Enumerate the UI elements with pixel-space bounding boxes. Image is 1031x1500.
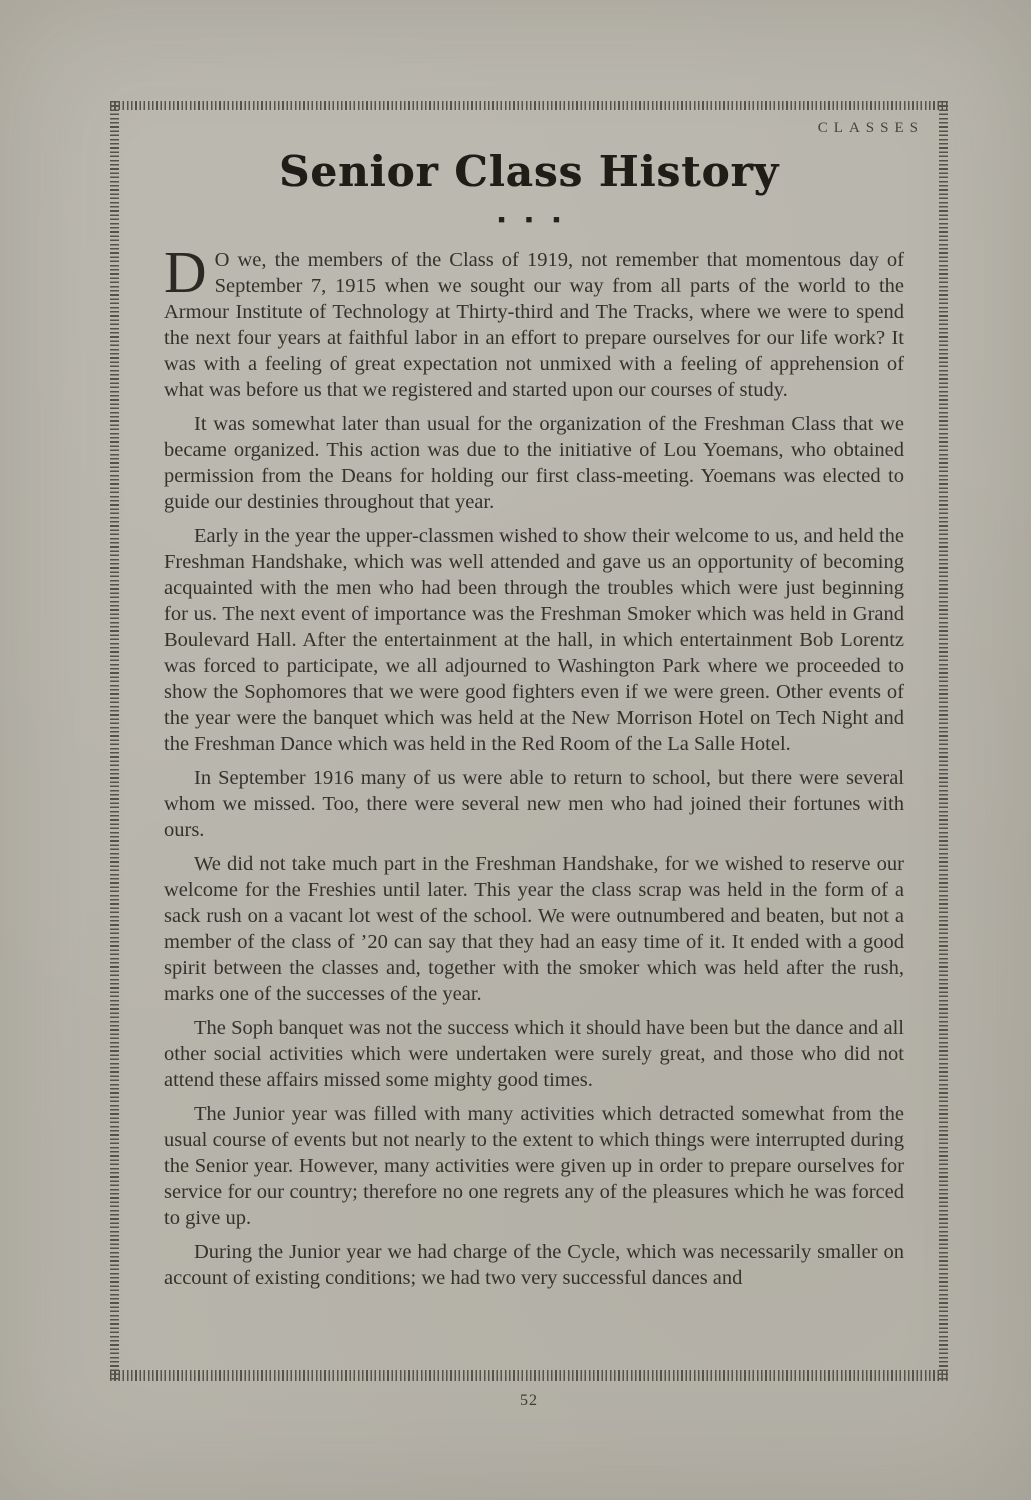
frame-border-top xyxy=(110,101,948,110)
drop-cap: D xyxy=(164,239,207,305)
paragraph-3: Early in the year the upper-classmen wished to show their welcome to us, and held the Freshman Handshake, which was well attended and gave us an opportunity of becoming acquainted with the men who had been through the troubles which were just beginning for us. The next event of importance was the Freshman Smoker which was held in Grand Boulevard Hall. After the entertainment at the hall, in which entertainment Bob Lorentz was forced to participate, we all adjourned to Washington Park where we proceeded to show the Sophomores that we were good fighters even if we were green. Other events of the year were the banquet which was held at the New Morrison Hotel on Tech Night and the Freshman Dance which was held in the Red Room of the La Salle Hotel. xyxy=(164,525,904,755)
paragraph-1-text: O we, the members of the Class of 1919, not remember that momentous day of September 7, 1915 when we sought our way from all parts of the world to the Armour Institute of Technology at Thirty-third and The Tracks, where we were to spend the next four years at faithful labor in an effort to prepare ourselves for our life work? It was with a feeling of great expectation not unmixed with a feeling of apprehension of what was before us that we registered and started upon our courses of study. xyxy=(164,249,904,401)
frame-border-left xyxy=(110,101,119,1381)
paragraph-4: In September 1916 many of us were able to return to school, but there were several whom we missed. Too, there were several new men who had joined their fortunes with ours. xyxy=(164,767,904,841)
frame-border-right xyxy=(939,101,948,1381)
page-number: 52 xyxy=(520,1392,538,1409)
paragraph-1 xyxy=(164,239,904,403)
paragraph-5: We did not take much part in the Freshman Handshake, for we wished to reserve our welcome for the Freshies until later. This year the class scrap was held in the form of a sack rush on a vacant lot west of the school. We were outnumbered and beaten, but not a member of the class of ’20 can say that they had an easy time of it. It ended with a good spirit between the classes and, together with the smoker which was held after the rush, marks one of the successes of the year. xyxy=(164,853,904,1005)
ornament-squares-icon: ■ ■ ■ xyxy=(498,214,569,226)
paragraph-7: The Junior year was filled with many activities which detracted somewhat from the usual course of events but not nearly to the extent to which things were interrupted during the Senior year. However, many activities were given up in order to prepare ourselves for service for our country; therefore no one regrets any of the pleasures which he was forced to give up. xyxy=(164,1103,904,1229)
body-text xyxy=(164,239,904,1299)
paragraph-8: During the Junior year we had charge of the Cycle, which was necessarily smaller on account of existing conditions; we had two very successful dances and xyxy=(164,1241,904,1289)
frame-border-bottom xyxy=(110,1370,948,1381)
page-frame xyxy=(110,101,948,1381)
page-title: Senior Class History xyxy=(278,147,780,196)
paragraph-2: It was somewhat later than usual for the organization of the Freshman Class that we became organized. This action was due to the initiative of Lou Yoemans, who obtained permission from the Deans for holding our first class-meeting. Yoemans was elected to guide our destinies throughout that year. xyxy=(164,413,904,513)
paragraph-6: The Soph banquet was not the success which it should have been but the dance and all other social activities which were undertaken were surely great, and those who did not attend these affairs missed some mighty good times. xyxy=(164,1017,904,1091)
section-header: CLASSES xyxy=(817,120,924,136)
